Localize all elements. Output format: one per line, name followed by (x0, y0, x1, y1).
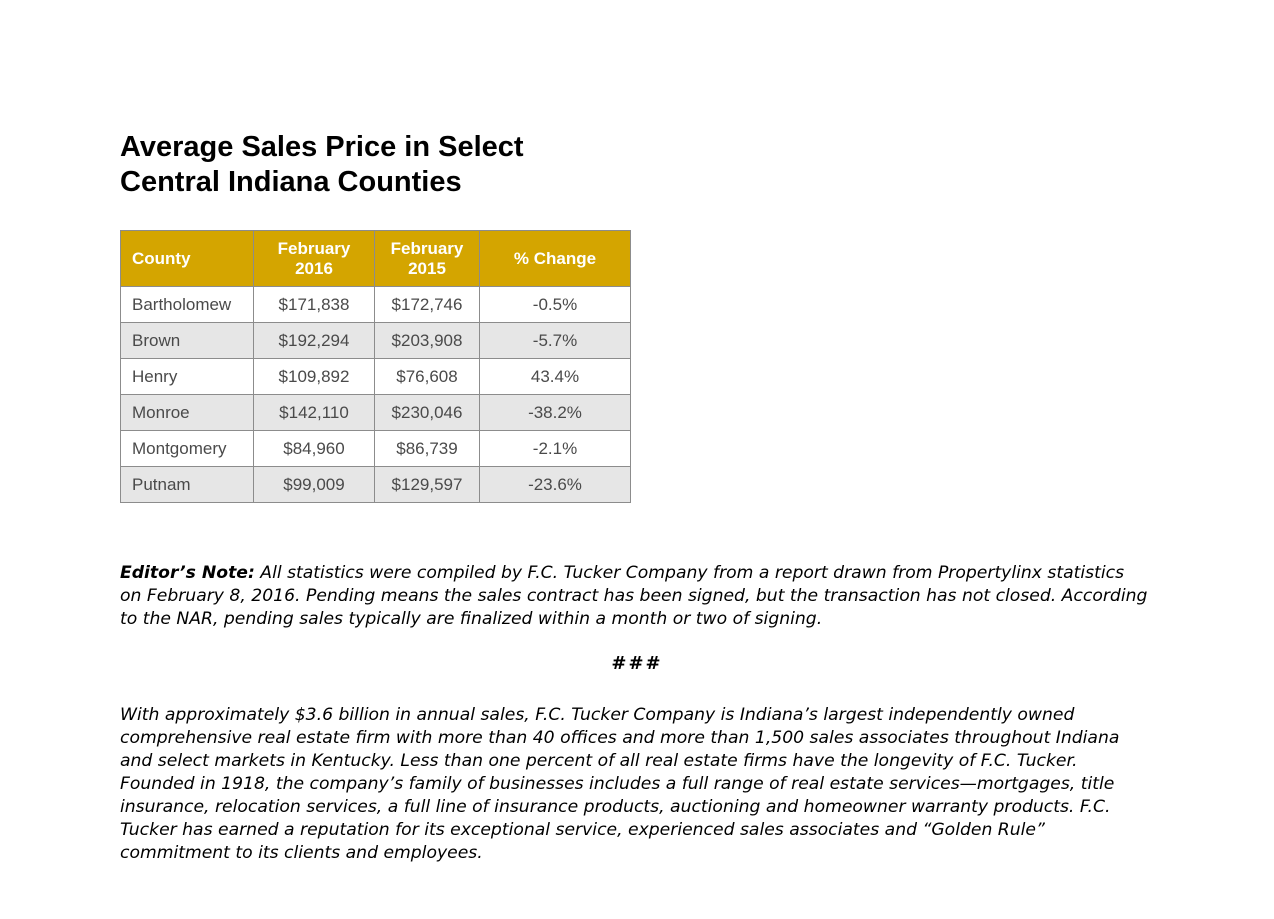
header-county: County (121, 231, 254, 287)
table-header-row (121, 231, 631, 287)
cell-county: Bartholomew (121, 287, 254, 323)
cell-feb-2016: $109,892 (254, 359, 375, 395)
title-line-2: Central Indiana Counties (120, 166, 462, 198)
cell-pct-change: -38.2% (480, 395, 631, 431)
table-body (121, 287, 631, 503)
cell-county: Putnam (121, 467, 254, 503)
title-line-1: Average Sales Price in Select (120, 131, 524, 163)
cell-county: Montgomery (121, 431, 254, 467)
section-separator: ### (611, 653, 663, 674)
cell-pct-change: -0.5% (480, 287, 631, 323)
cell-feb-2015: $76,608 (375, 359, 480, 395)
cell-feb-2016: $171,838 (254, 287, 375, 323)
company-boilerplate: With approximately $3.6 billion in annual sales, F.C. Tucker Company is Indiana’s largest independently owned comprehensive real estate firm with more than 40 offices and more than 1,500 sales associates throughout Indiana and select markets in Kentucky. Less than one percent of all real estate firms have the longevity of F.C. Tucker. Founded in 1918, the company’s family of businesses includes a full range of real estate services—mortgages, title insurance, relocation services, a full line of insurance products, auctioning and homeowner warranty products. F.C. Tucker has earned a reputation for its exceptional service, experienced sales associates and “Golden Rule” commitment to its clients and employees. (120, 705, 1120, 863)
cell-county: Henry (121, 359, 254, 395)
editor-note-label: Editor’s Note: (120, 563, 255, 583)
table-row (121, 287, 631, 323)
cell-pct-change: -5.7% (480, 323, 631, 359)
cell-feb-2016: $99,009 (254, 467, 375, 503)
table-row (121, 467, 631, 503)
page-title (120, 130, 524, 200)
sales-price-table (120, 230, 631, 503)
header-feb-2015: February 2015 (375, 231, 480, 287)
cell-feb-2016: $84,960 (254, 431, 375, 467)
cell-feb-2016: $142,110 (254, 395, 375, 431)
cell-feb-2016: $192,294 (254, 323, 375, 359)
cell-feb-2015: $203,908 (375, 323, 480, 359)
table-row (121, 395, 631, 431)
table-row (121, 431, 631, 467)
header-feb-2016: February 2016 (254, 231, 375, 287)
header-pct-change: % Change (480, 231, 631, 287)
cell-pct-change: 43.4% (480, 359, 631, 395)
table-row (121, 323, 631, 359)
cell-pct-change: -2.1% (480, 431, 631, 467)
cell-feb-2015: $86,739 (375, 431, 480, 467)
cell-pct-change: -23.6% (480, 467, 631, 503)
editor-note (120, 562, 1150, 631)
cell-county: Brown (121, 323, 254, 359)
editor-note-text: All statistics were compiled by F.C. Tucker Company from a report drawn from Propertylinx statistics on February 8, 2016. Pending means the sales contract has been signed, but the transaction has not closed. According to the NAR, pending sales typically are finalized within a month or two of signing. (120, 563, 1148, 629)
cell-feb-2015: $129,597 (375, 467, 480, 503)
table-row (121, 359, 631, 395)
cell-feb-2015: $172,746 (375, 287, 480, 323)
cell-feb-2015: $230,046 (375, 395, 480, 431)
cell-county: Monroe (121, 395, 254, 431)
